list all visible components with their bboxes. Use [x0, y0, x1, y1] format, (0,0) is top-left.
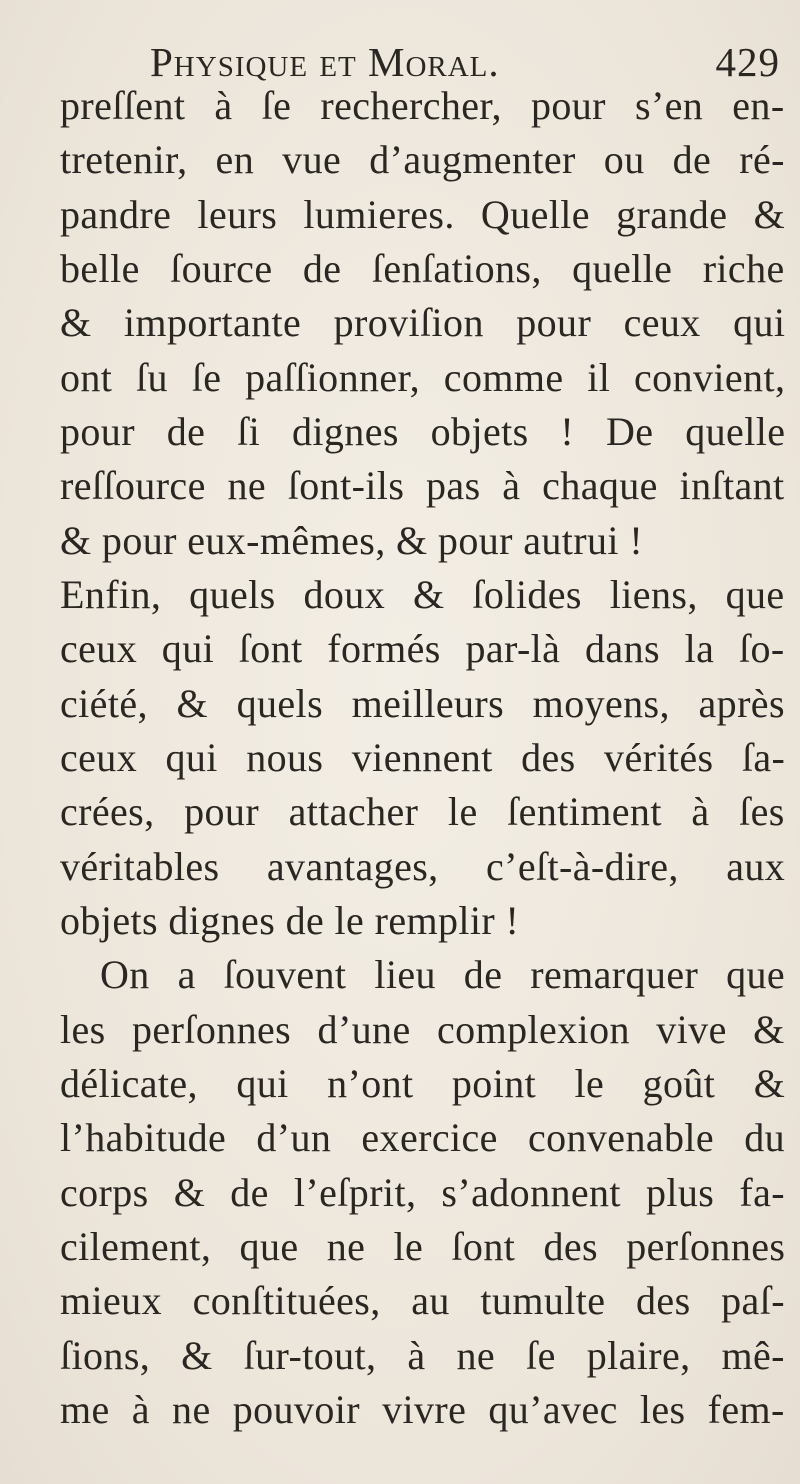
text-line: belle ſource de ſenſations, quelle riche	[60, 246, 785, 291]
text-line: & pour eux-mêmes, & pour autrui !	[60, 518, 644, 563]
page-header	[150, 38, 780, 88]
text-line: les perſonnes d’une complexion vive &	[60, 1007, 785, 1052]
text-line: crées, pour attacher le ſentiment à ſes	[60, 789, 785, 834]
text-line: véritables avantages, c’eſt-à-dire, aux	[60, 844, 786, 889]
text-line: délicate, qui n’ont point le goût &	[60, 1061, 786, 1106]
text-line: me à ne pouvoir vivre qu’avec les fem-	[60, 1387, 785, 1432]
text-line: tretenir, en vue d’augmenter ou de ré-	[60, 137, 785, 182]
text-line: corps & de l’eſprit, s’adonnent plus fa-	[60, 1170, 785, 1215]
text-line: cilement, que ne le ſont des perſonnes	[60, 1224, 786, 1269]
text-line: ceux qui nous viennent des vérités ſa-	[60, 735, 786, 780]
text-line: mieux conſtituées, au tumulte des paſ-	[60, 1278, 785, 1323]
text-line: Enfin, quels doux & ſolides liens, que	[60, 572, 785, 617]
text-line: ceux qui ſont formés par-là dans la ſo-	[60, 626, 785, 671]
running-title: Physique et Moral.	[150, 39, 500, 85]
text-line: objets dignes de le remplir !	[60, 898, 520, 943]
text-line: On a ſouvent lieu de remarquer que	[100, 952, 786, 997]
text-line: reſſource ne ſont-ils pas à chaque inſtant	[60, 463, 785, 508]
text-line: pour de ſi dignes objets ! De quelle	[60, 409, 786, 454]
text-line: l’habitude d’un exercice convenable du	[60, 1115, 786, 1160]
page-number: 429	[715, 39, 780, 85]
text-line: pandre leurs lumieres. Quelle grande &	[60, 192, 786, 237]
text-line: preſſent à ſe rechercher, pour s’en en-	[60, 83, 785, 128]
text-line: ont ſu ſe paſſionner, comme il convient,	[60, 355, 786, 400]
text-line: & importante proviſion pour ceux qui	[60, 300, 786, 345]
text-line: ciété, & quels meilleurs moyens, après	[60, 681, 785, 726]
text-line: ſions, & ſur-tout, à ne ſe plaire, mê-	[60, 1333, 785, 1378]
